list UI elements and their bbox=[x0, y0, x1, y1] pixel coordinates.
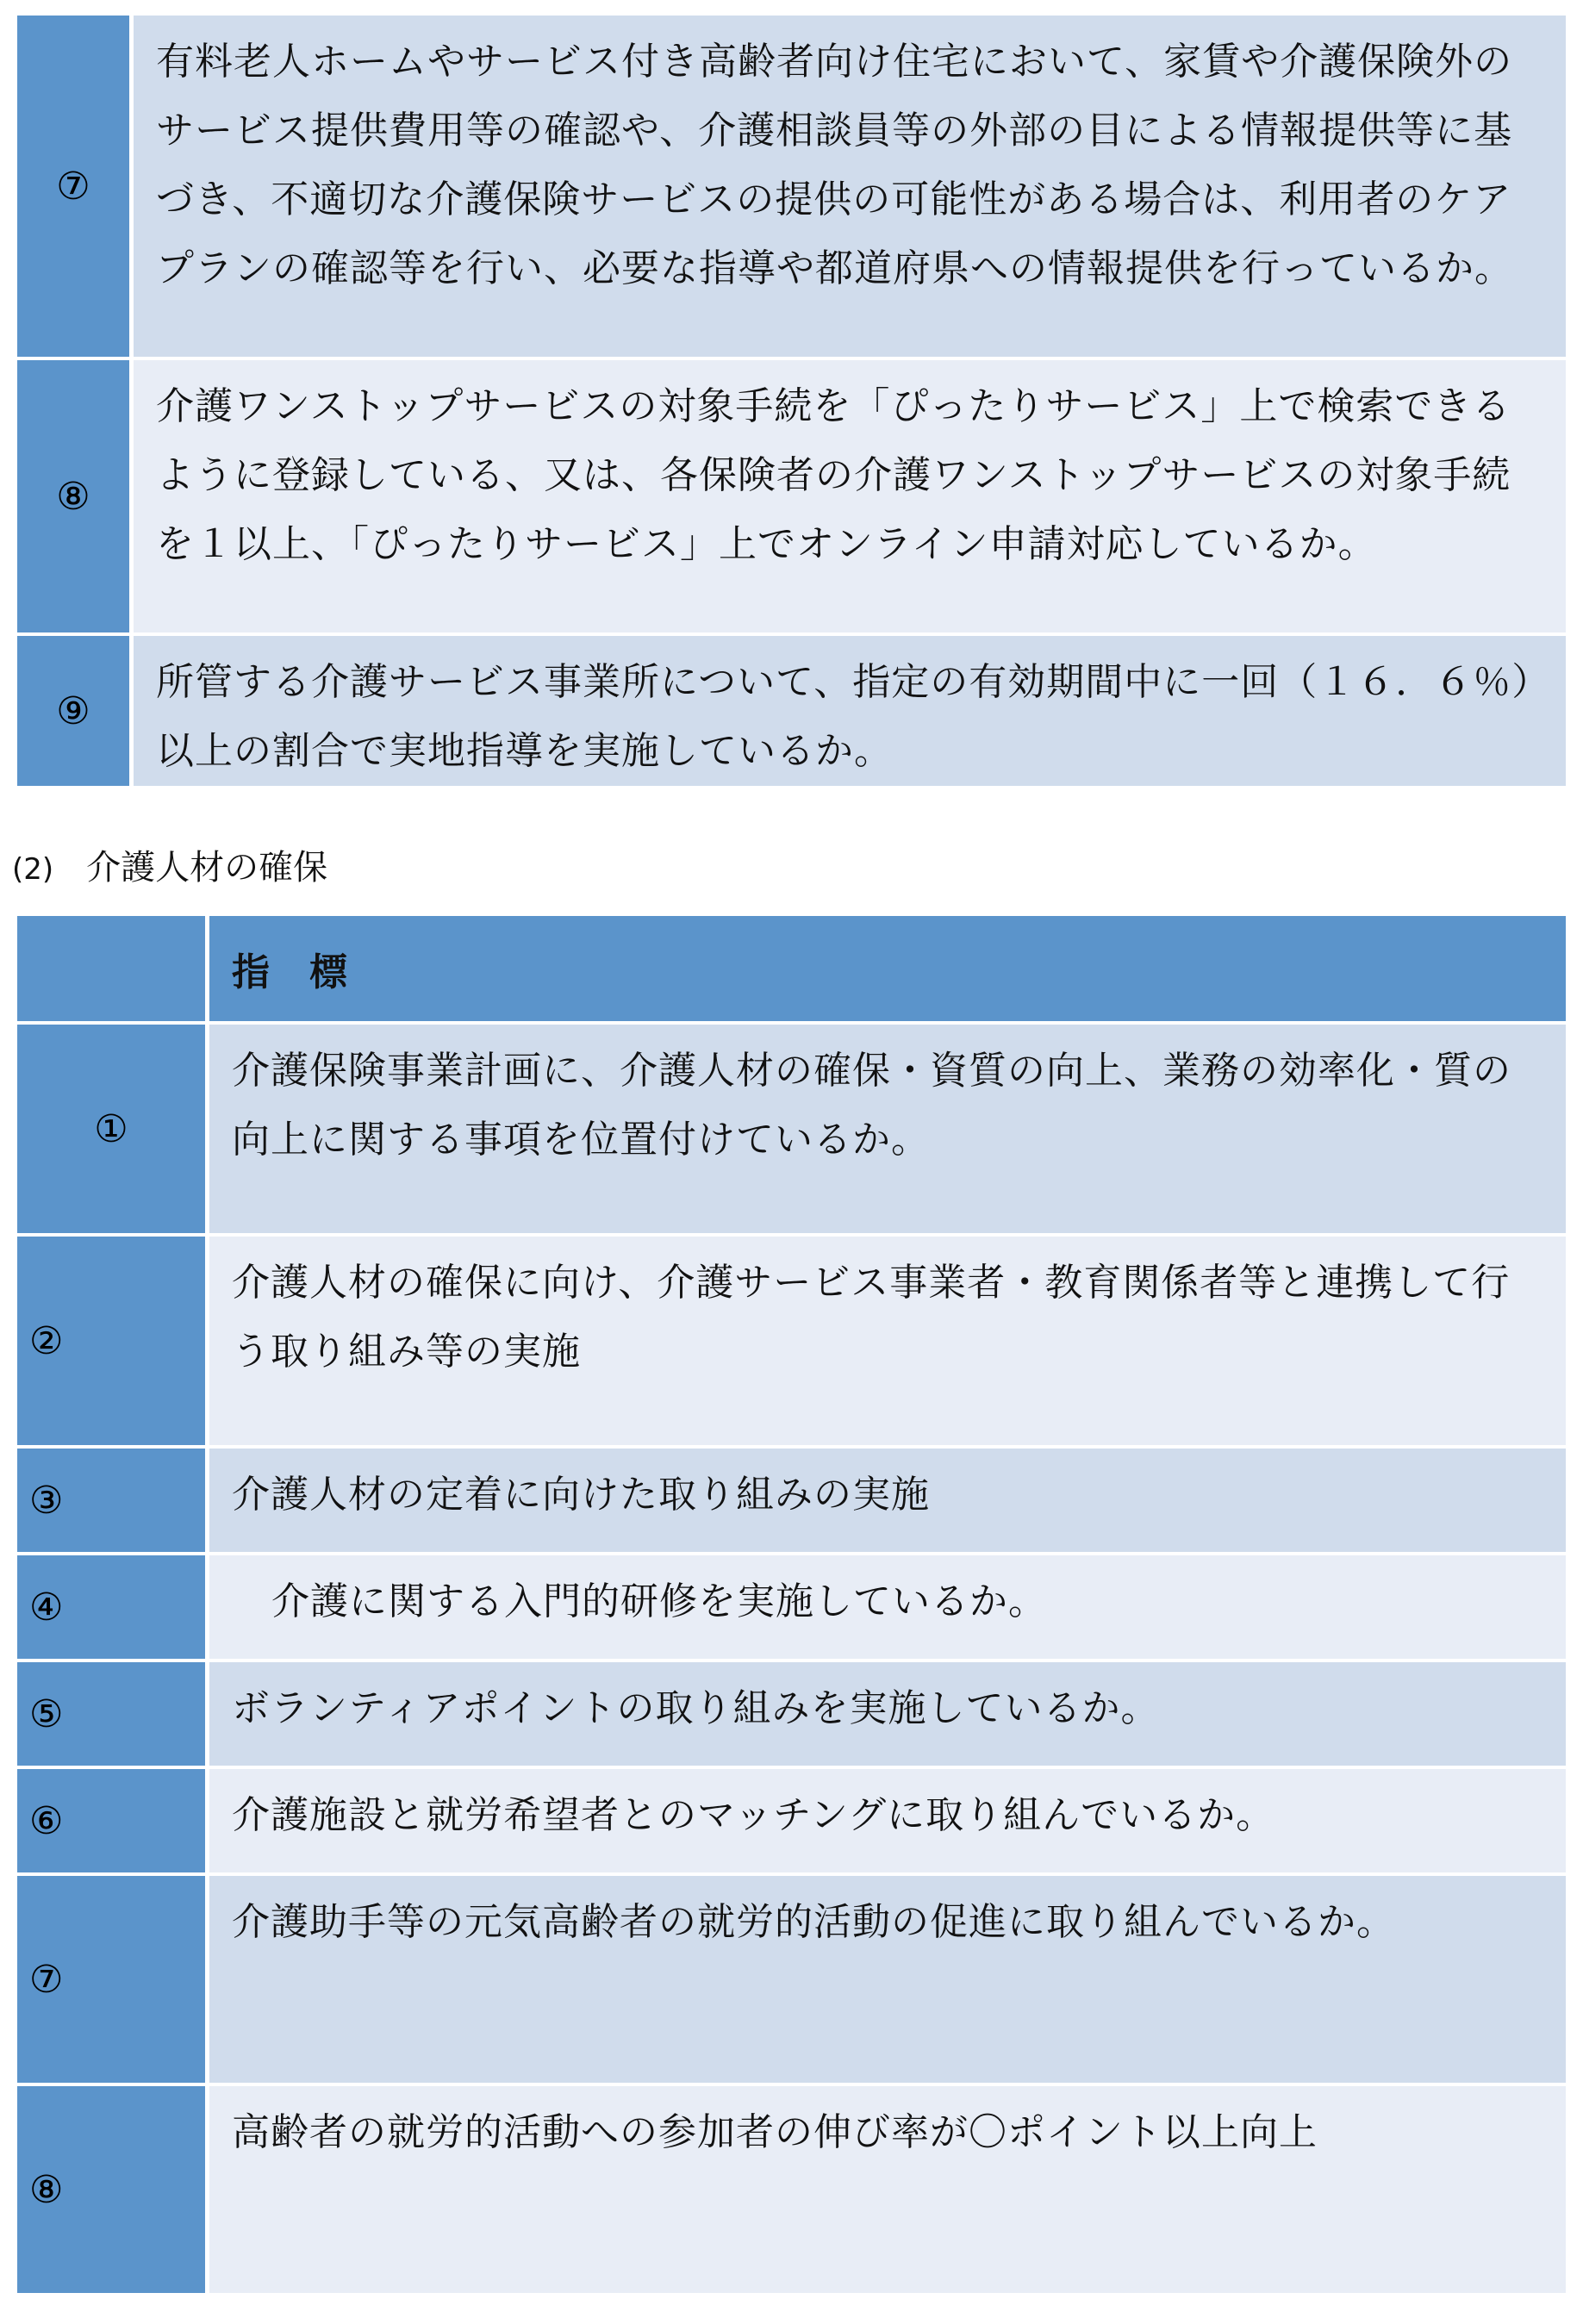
row-number: ② bbox=[17, 1237, 205, 1445]
header-label: 指 標 bbox=[209, 916, 1566, 1021]
table-row bbox=[17, 16, 1566, 357]
row-text: 介護助手等の元気高齢者の就労的活動の促進に取り組んでいるか。 bbox=[209, 1876, 1566, 2083]
indicator-table-1 bbox=[17, 16, 1566, 786]
section-heading bbox=[12, 840, 327, 889]
table-row bbox=[17, 1769, 1566, 1872]
row-number: ⑨ bbox=[17, 636, 129, 786]
table-row bbox=[17, 636, 1566, 786]
row-text: 介護人材の定着に向けた取り組みの実施 bbox=[209, 1449, 1566, 1552]
row-number: ⑦ bbox=[17, 1876, 205, 2083]
table-row bbox=[17, 1662, 1566, 1766]
row-text: 介護保険事業計画に、介護人材の確保・資質の向上、業務の効率化・質の向上に関する事項を位置付けているか。 bbox=[209, 1025, 1566, 1233]
row-number: ⑦ bbox=[17, 16, 129, 357]
row-text: 所管する介護サービス事業所について、指定の有効期間中に一回（１６．６％）以上の割合で実地指導を実施しているか。 bbox=[134, 636, 1566, 786]
table-row bbox=[17, 1876, 1566, 2083]
row-text: 介護施設と就労希望者とのマッチングに取り組んでいるか。 bbox=[209, 1769, 1566, 1872]
table-header-row bbox=[17, 916, 1566, 1021]
indicator-table-2 bbox=[17, 916, 1566, 2293]
table-row bbox=[17, 2086, 1566, 2293]
row-number: ④ bbox=[17, 1555, 205, 1659]
row-text: 有料老人ホームやサービス付き高齢者向け住宅において、家賃や介護保険外のサービス提供費用等の確認や、介護相談員等の外部の目による情報提供等に基づき、不適切な介護保険サービスの提供の可能性がある場合は、利用者のケアプランの確認等を行い、必要な指導や都道府県への情報提供を行っているか。 bbox=[134, 16, 1566, 357]
row-text: 高齢者の就労的活動への参加者の伸び率が〇ポイント以上向上 bbox=[209, 2086, 1566, 2293]
section-number: (2) bbox=[12, 852, 54, 887]
row-number: ⑧ bbox=[17, 2086, 205, 2293]
row-text: 介護人材の確保に向け、介護サービス事業者・教育関係者等と連携して行う取り組み等の実施 bbox=[209, 1237, 1566, 1445]
table-row bbox=[17, 1025, 1566, 1233]
row-text: 介護ワンストップサービスの対象手続を「ぴったりサービス」上で検索できるように登録している、又は、各保険者の介護ワンストップサービスの対象手続を１以上、「ぴったりサービス」上でオンライン申請対応しているか。 bbox=[134, 360, 1566, 632]
row-number: ③ bbox=[17, 1449, 205, 1552]
section-title: 介護人材の確保 bbox=[86, 848, 328, 888]
table-row bbox=[17, 360, 1566, 632]
table-row bbox=[17, 1449, 1566, 1552]
row-number: ⑥ bbox=[17, 1769, 205, 1872]
row-number: ① bbox=[17, 1025, 205, 1233]
table-row bbox=[17, 1237, 1566, 1445]
row-text: 介護に関する入門的研修を実施しているか。 bbox=[209, 1555, 1566, 1659]
table-row bbox=[17, 1555, 1566, 1659]
row-text: ボランティアポイントの取り組みを実施しているか。 bbox=[209, 1662, 1566, 1766]
row-number: ⑧ bbox=[17, 360, 129, 632]
row-number: ⑤ bbox=[17, 1662, 205, 1766]
header-number-cell bbox=[17, 916, 205, 1021]
